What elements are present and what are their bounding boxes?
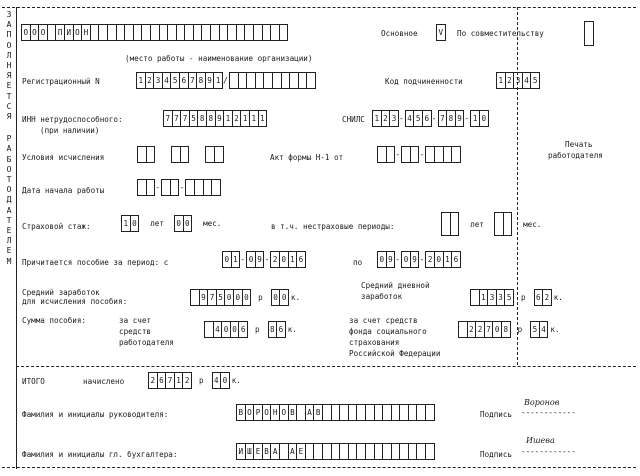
separator: - (419, 150, 425, 159)
input-cell[interactable]: 9 (386, 251, 396, 268)
org-row (21, 24, 287, 41)
accountant-row (236, 443, 434, 460)
input-cell[interactable]: О (73, 24, 83, 41)
benefit-fund-4: Российской Федерации (349, 349, 441, 358)
input-cell[interactable]: 2 (232, 110, 242, 127)
reg-number-cells[interactable] (136, 72, 222, 89)
input-cell[interactable]: 6 (238, 321, 248, 338)
period-from-group[interactable] (222, 251, 239, 268)
input-cell[interactable]: 0 (220, 372, 230, 389)
input-cell[interactable]: 8 (268, 321, 278, 338)
input-cell[interactable]: 2 (542, 289, 552, 306)
avg-earnings-kop-label: к. (290, 293, 301, 302)
benefit-fund-1: за счет средств (349, 316, 418, 325)
input-cell[interactable]: А (288, 443, 298, 460)
accountant-label: Фамилия и инициалы гл. бухгалтера: (22, 450, 178, 459)
input-cell[interactable]: А (305, 404, 315, 421)
input-cell[interactable]: 2 (148, 372, 158, 389)
stamp-column-border (517, 7, 518, 365)
head-sign-label: Подпись (480, 410, 513, 419)
act-date-group[interactable] (425, 146, 459, 163)
input-cell[interactable]: Е (296, 443, 306, 460)
input-cell[interactable]: 6 (422, 110, 432, 127)
benefit-employer-row (204, 321, 297, 338)
side-label-letter: Е (6, 246, 12, 256)
input-cell[interactable]: 2 (182, 372, 192, 389)
input-cell[interactable]: 6 (179, 72, 189, 89)
start-date-group[interactable] (185, 179, 219, 196)
inn-label: ИНН нетрудоспособного: (22, 115, 123, 124)
input-cell[interactable]: Н (270, 404, 280, 421)
input-cell[interactable]: 7 (484, 321, 494, 338)
experience-row (121, 215, 221, 232)
side-label-letter: Л (6, 236, 12, 246)
sub-code-cells[interactable] (496, 72, 539, 89)
input-cell[interactable]: 2 (467, 321, 477, 338)
side-label-letter: Т (6, 215, 12, 225)
total-kop-cells[interactable] (212, 372, 229, 389)
input-cell[interactable]: 7 (165, 372, 175, 389)
side-label-letter: Л (6, 50, 12, 60)
input-cell[interactable]: 5 (530, 321, 540, 338)
start-date-row (137, 179, 220, 196)
input-cell[interactable]: 7 (188, 72, 198, 89)
total-kop-label: к. (231, 376, 241, 385)
input-cell[interactable]: 5 (189, 110, 199, 127)
accountant-name-cells[interactable] (236, 443, 434, 460)
input-cell[interactable]: 9 (199, 289, 209, 306)
side-label-letter: Я (6, 71, 12, 81)
side-label-letter: О (6, 164, 12, 174)
avg-earnings-rub-label: р (258, 293, 263, 302)
snils-label: СНИЛС (342, 115, 365, 124)
part-time-box (584, 21, 593, 46)
stamp-label-line2: работодателя (548, 151, 603, 160)
act-row (377, 146, 460, 163)
act-date-group[interactable] (377, 146, 394, 163)
bottom-border (2, 467, 636, 468)
side-label-letter: Е (6, 226, 12, 236)
input-cell[interactable]: 6 (534, 289, 544, 306)
side-label-letter: Н (6, 61, 12, 71)
experience-years-label: лет (150, 219, 164, 228)
benefit-employer-rub-cells[interactable] (204, 321, 247, 338)
conditions-label: Условия исчисления (22, 153, 105, 162)
nonins-months-label: мес. (523, 219, 542, 229)
input-cell[interactable]: 9 (215, 110, 225, 127)
input-cell[interactable]: 5 (216, 289, 226, 306)
benefit-employer-2: средств (119, 327, 152, 336)
org-caption: (место работы - наименование организации) (125, 54, 313, 63)
side-label-letter: М (6, 256, 12, 266)
input-cell[interactable]: 5 (530, 72, 540, 89)
benefit-employer-1: за счет (119, 316, 152, 325)
input-cell[interactable]: Е (253, 443, 263, 460)
experience-months-cells[interactable] (174, 215, 191, 232)
input-cell[interactable]: 0 (222, 251, 232, 268)
separator: - (155, 183, 161, 192)
input-cell[interactable]: 0 (224, 289, 234, 306)
separator: - (431, 114, 437, 123)
reg-row (136, 72, 315, 89)
input-cell[interactable] (279, 24, 289, 41)
input-cell[interactable]: 0 (230, 321, 240, 338)
avg-earnings-row (190, 289, 300, 306)
input-cell[interactable]: 2 (475, 321, 485, 338)
avg-earnings-kop-cells[interactable] (271, 289, 288, 306)
input-cell[interactable]: 4 (213, 321, 223, 338)
benefit-fund-row (458, 321, 559, 338)
input-cell[interactable]: 0 (233, 289, 243, 306)
reg-slash: / (223, 76, 228, 85)
benefit-employer-kop-label: к. (287, 325, 297, 334)
input-cell[interactable]: 0 (271, 289, 281, 306)
period-to-group[interactable] (377, 251, 394, 268)
input-cell[interactable]: 6 (451, 251, 461, 268)
input-cell[interactable]: И (236, 443, 246, 460)
input-cell[interactable] (306, 72, 316, 89)
input-cell[interactable]: 0 (279, 289, 289, 306)
input-cell[interactable]: А (270, 443, 280, 460)
avg-daily-label-2: заработок (361, 292, 403, 301)
avg-earnings-label-2: для исчисления пособия: (22, 297, 128, 306)
main-job-label: Основное (381, 29, 418, 38)
side-label-letter: А (6, 20, 12, 30)
head-signature: Воронов (524, 398, 560, 407)
snils-group[interactable] (372, 110, 398, 127)
input-cell[interactable]: 3 (487, 289, 497, 306)
benefit-employer-kop-cells[interactable] (268, 321, 285, 338)
head-row (236, 404, 434, 421)
benefit-employer-3: работодателя (119, 338, 174, 347)
input-cell[interactable]: В (313, 404, 323, 421)
input-cell[interactable]: 5 (413, 110, 423, 127)
input-cell[interactable]: 1 (121, 215, 131, 232)
input-cell[interactable]: 0 (434, 251, 444, 268)
input-cell[interactable]: 0 (183, 215, 193, 232)
input-cell[interactable]: 1 (249, 110, 259, 127)
act-date-group[interactable] (401, 146, 418, 163)
input-cell[interactable]: 1 (496, 72, 506, 89)
input-cell[interactable]: 1 (372, 110, 382, 127)
separator: - (179, 183, 185, 192)
input-cell[interactable]: О (279, 404, 289, 421)
avg-daily-kop-cells[interactable] (534, 289, 551, 306)
avg-daily-rub-cells[interactable] (470, 289, 513, 306)
period-to-label: по (353, 258, 363, 267)
inn-row (163, 110, 266, 127)
input-cell[interactable] (425, 404, 435, 421)
input-cell[interactable] (425, 443, 435, 460)
sub-code-label: Код подчиненности (385, 77, 463, 86)
period-to-group[interactable] (401, 251, 418, 268)
accountant-sign-line[interactable]: ------------ (521, 447, 576, 456)
side-label-letter: А (6, 205, 12, 215)
input-cell[interactable]: 2 (425, 251, 435, 268)
period-from-group[interactable] (270, 251, 304, 268)
input-cell[interactable]: 4 (405, 110, 415, 127)
top-border (2, 7, 636, 8)
nonins-months-cells[interactable] (494, 212, 511, 236)
input-cell[interactable] (146, 146, 156, 163)
input-cell[interactable]: 7 (172, 110, 182, 127)
input-cell[interactable]: 7 (163, 110, 173, 127)
input-cell[interactable]: 0 (174, 215, 184, 232)
benefit-fund-rub-label: р (517, 325, 523, 334)
experience-years-cells[interactable] (121, 215, 138, 232)
input-cell[interactable]: 0 (130, 215, 140, 232)
snils-group[interactable] (405, 110, 431, 127)
input-cell[interactable]: 1 (443, 251, 453, 268)
input-cell[interactable] (211, 179, 221, 196)
side-label-letter: Я (6, 112, 12, 122)
inn-cells[interactable] (163, 110, 266, 127)
conditions-group[interactable] (205, 146, 222, 163)
input-cell[interactable]: 7 (438, 110, 448, 127)
conditions-group[interactable] (171, 146, 188, 163)
stamp-label-line1: Печать (565, 140, 593, 149)
avg-daily-rub-label: р (520, 293, 526, 302)
input-cell[interactable]: О (21, 24, 31, 41)
input-cell[interactable]: 6 (276, 321, 286, 338)
nonins-row (441, 212, 541, 236)
nonins-years-label: лет (470, 219, 484, 229)
separator: - (398, 114, 404, 123)
left-column-border (16, 7, 17, 469)
input-cell[interactable]: 8 (206, 110, 216, 127)
accountant-sign-label: Подпись (480, 450, 513, 459)
separator: - (395, 255, 401, 264)
input-cell[interactable] (180, 146, 190, 163)
input-cell[interactable]: 0 (242, 289, 252, 306)
input-cell[interactable]: 8 (501, 321, 511, 338)
input-cell[interactable] (214, 146, 224, 163)
input-cell[interactable]: В (288, 404, 298, 421)
benefit-employer-rub-label: р (254, 325, 260, 334)
total-label: ИТОГО (22, 377, 45, 386)
input-cell[interactable]: 1 (174, 372, 184, 389)
head-sign-line[interactable]: ------------ (521, 408, 576, 417)
input-cell[interactable]: 3 (496, 289, 506, 306)
input-cell[interactable]: 9 (455, 110, 465, 127)
inn-caption: (при наличии) (40, 126, 100, 135)
period-to-group[interactable] (425, 251, 459, 268)
input-cell[interactable] (451, 146, 461, 163)
input-cell[interactable]: 1 (231, 251, 241, 268)
input-cell[interactable]: П (55, 24, 65, 41)
main-job-box (436, 24, 445, 41)
input-cell[interactable]: 1 (258, 110, 268, 127)
input-cell[interactable]: Н (81, 24, 91, 41)
input-cell[interactable]: 1 (470, 110, 480, 127)
input-cell[interactable]: 4 (522, 72, 532, 89)
period-to-row (377, 251, 460, 268)
total-row (148, 372, 241, 389)
input-cell[interactable]: 2 (270, 251, 280, 268)
org-name-cells[interactable] (21, 24, 287, 41)
input-cell[interactable]: 0 (279, 251, 289, 268)
input-cell[interactable]: О (38, 24, 48, 41)
input-cell[interactable]: 4 (539, 321, 549, 338)
snils-row (372, 110, 488, 127)
side-label-letter: П (6, 30, 12, 40)
input-cell[interactable]: И (64, 24, 74, 41)
side-label-letter: А (6, 144, 12, 154)
input-cell[interactable]: 1 (479, 289, 489, 306)
benefit-fund-3: страхования (349, 338, 400, 347)
sub-code-row (496, 72, 539, 89)
input-cell[interactable]: 0 (492, 321, 502, 338)
input-cell[interactable]: 3 (153, 72, 163, 89)
input-cell[interactable]: 2 (145, 72, 155, 89)
benefit-fund-2: фонда социального (349, 327, 427, 336)
input-cell[interactable] (450, 212, 460, 236)
snils-group[interactable] (438, 110, 464, 127)
period-from-row (222, 251, 305, 268)
input-cell[interactable]: 7 (207, 289, 217, 306)
input-cell[interactable]: 5 (504, 289, 514, 306)
input-cell[interactable]: В (262, 443, 272, 460)
side-label-letter: Е (6, 81, 12, 91)
avg-earnings-label-1: Средний заработок (22, 288, 100, 297)
side-label-letter: С (6, 101, 12, 111)
input-cell[interactable]: 9 (410, 251, 420, 268)
avg-daily-kop-label: к. (553, 293, 563, 302)
side-label-letter: Р (6, 134, 12, 144)
snils-group[interactable] (470, 110, 487, 127)
input-cell[interactable]: 6 (157, 372, 167, 389)
side-label-letter: Т (6, 91, 12, 101)
input-cell[interactable]: О (262, 404, 272, 421)
input-cell[interactable]: 6 (296, 251, 306, 268)
benefit-label: Сумма пособия: (22, 316, 87, 325)
input-cell[interactable]: 0 (221, 321, 231, 338)
side-label-letter: О (6, 40, 12, 50)
divider-before-total (16, 366, 636, 367)
nonins-label: в т.ч. нестраховые периоды: (271, 222, 395, 231)
input-cell[interactable]: 2 (381, 110, 391, 127)
experience-months-label: мес. (203, 219, 222, 228)
input-cell[interactable]: 3 (513, 72, 523, 89)
head-name-cells[interactable] (236, 404, 434, 421)
benefit-fund-kop-label: к. (550, 325, 560, 334)
side-label-letter: Д (6, 195, 12, 205)
input-cell[interactable] (503, 212, 513, 236)
separator: - (395, 150, 401, 159)
reg-extra-cells[interactable] (229, 72, 315, 89)
input-cell[interactable]: 3 (389, 110, 399, 127)
total-accrued-label: начислено (83, 377, 125, 386)
part-time-label: По совместительству (457, 29, 544, 38)
input-cell[interactable]: 1 (136, 72, 146, 89)
side-label-letter: З (6, 10, 12, 19)
input-cell[interactable]: 8 (196, 72, 206, 89)
main-job-checkbox[interactable]: V (436, 24, 446, 41)
input-cell[interactable]: 0 (246, 251, 256, 268)
conditions-group[interactable] (137, 146, 154, 163)
input-cell[interactable]: 0 (377, 251, 387, 268)
separator: - (264, 255, 270, 264)
input-cell[interactable]: 0 (479, 110, 489, 127)
input-cell[interactable]: 1 (223, 110, 233, 127)
benefit-fund-rub-cells[interactable] (458, 321, 510, 338)
total-rub-cells[interactable] (148, 372, 191, 389)
input-cell[interactable]: 9 (205, 72, 215, 89)
head-label: Фамилия и инициалы руководителя: (22, 410, 169, 419)
accountant-signature: Ишева (526, 436, 555, 445)
start-date-group[interactable] (161, 179, 178, 196)
period-from-group[interactable] (246, 251, 263, 268)
input-cell[interactable]: О (245, 404, 255, 421)
avg-daily-row (470, 289, 563, 306)
input-cell[interactable]: 8 (446, 110, 456, 127)
input-cell[interactable]: 5 (170, 72, 180, 89)
separator: - (240, 255, 246, 264)
input-cell[interactable]: 4 (162, 72, 172, 89)
side-label-letter: Б (6, 154, 12, 164)
total-rub-label: р (198, 376, 204, 385)
input-cell[interactable]: 7 (180, 110, 190, 127)
avg-daily-label-1: Средний дневной (361, 281, 430, 290)
avg-earnings-rub-cells[interactable] (190, 289, 250, 306)
input-cell[interactable]: 9 (255, 251, 265, 268)
input-cell[interactable]: О (30, 24, 40, 41)
input-cell[interactable]: 8 (197, 110, 207, 127)
input-cell[interactable]: 0 (401, 251, 411, 268)
benefit-fund-kop-cells[interactable] (530, 321, 547, 338)
start-date-label: Дата начала работы (22, 186, 105, 195)
reg-label: Регистрационный N (22, 77, 100, 86)
input-cell[interactable]: 1 (240, 110, 250, 127)
input-cell[interactable]: 4 (212, 372, 222, 389)
input-cell[interactable]: 1 (213, 72, 223, 89)
side-label-letter: О (6, 185, 12, 195)
input-cell[interactable]: 2 (505, 72, 515, 89)
act-label: Акт формы Н-1 от (270, 153, 344, 162)
nonins-years-cells[interactable] (441, 212, 458, 236)
separator: - (419, 255, 425, 264)
input-cell[interactable]: Р (253, 404, 263, 421)
separator: - (464, 114, 470, 123)
part-time-checkbox[interactable] (584, 21, 594, 46)
side-label-letter: Т (6, 175, 12, 185)
start-date-group[interactable] (137, 179, 154, 196)
input-cell[interactable]: В (236, 404, 246, 421)
experience-label: Страховой стаж: (22, 222, 91, 231)
conditions-row (137, 146, 223, 163)
input-cell[interactable]: Ш (245, 443, 255, 460)
side-label-vertical (4, 10, 14, 267)
period-label: Причитается пособие за период: с (22, 258, 169, 267)
input-cell[interactable]: 1 (288, 251, 298, 268)
